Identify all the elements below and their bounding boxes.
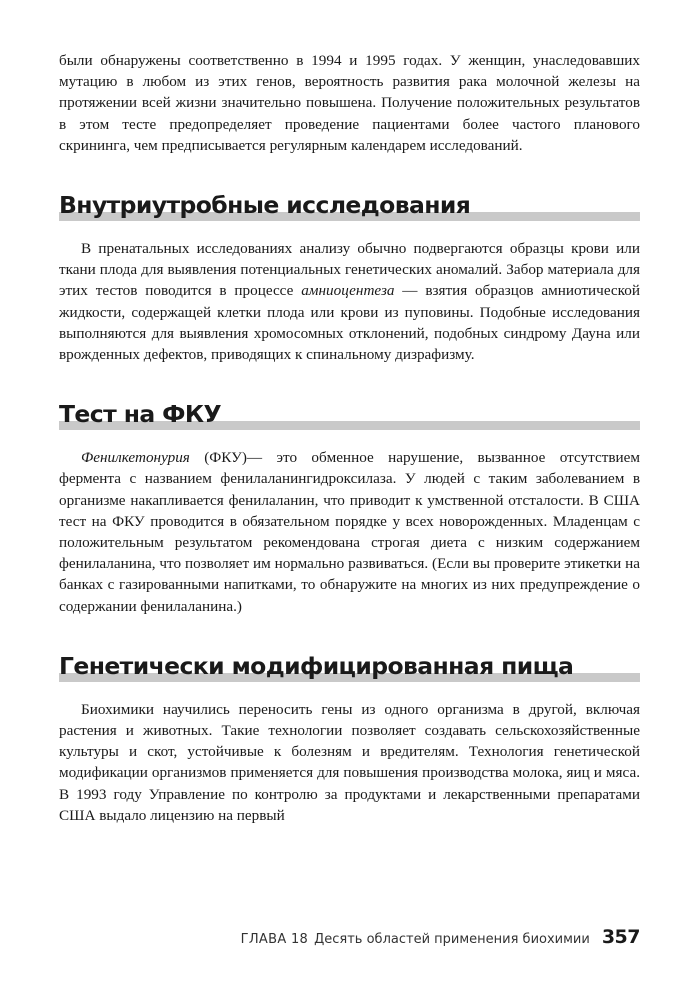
paragraph-pku-text: (ФКУ)— это обменное нарушение, вызванное отсутствием фермента с названием фенилаланингидроксилаза. У людей с таким заболеванием в организме накапливается фенилаланин, что приводит к умственной отсталости. В США тест на ФКУ проводится в обязательном порядке у всех новорожденных. Младенцам с положительным результатом рекомендована строгая диета с низким содержанием фенилаланина, что позволяет им нормально развиваться. (Если вы проверите этикетки на банках с газированными напитками, то обнаружите на многих из них предупреждение о содержании фенилаланина.) xyxy=(59,449,640,615)
paragraph-prenatal xyxy=(59,238,640,365)
page-number: 357 xyxy=(601,926,640,948)
term-phenylketonuria: Фенилкетонурия xyxy=(81,449,190,467)
paragraph-gmo: Биохимики научились переносить гены из одного организма в другой, включая растения и животных. Такие технологии позволяет создавать сельскохозяйственные культуры и скот, устойчивые к болезням и вредителям. Технология генетической модификации организмов применяется для повышения производства молока, яиц и мяса. В 1993 году Управление по контролю за продуктами и лекарственными препаратами США выдало лицензию на первый xyxy=(59,700,640,824)
section-heading-gmo xyxy=(59,650,640,682)
intro-paragraph: были обнаружены соответственно в 1994 и 1995 годах. У женщин, унаследовавших мутацию в любом из этих генов, вероятность развития рака молочной железы на протяжении всей жизни значительно повышена. Получение положительных результатов в этом тесте предопределяет проведение пациентами более частого планового скрининга, чем предписывается регулярным календарем исследований. xyxy=(59,52,640,154)
section-heading-pku xyxy=(59,398,640,430)
section-heading-prenatal xyxy=(59,189,640,221)
paragraph-pku xyxy=(59,447,640,617)
page-footer xyxy=(241,926,640,948)
footer-chapter-title: Десять областей применения биохимии xyxy=(314,932,590,947)
section-title-prenatal: Внутриутробные исследования xyxy=(59,191,471,220)
footer-chapter-label: ГЛАВА 18 xyxy=(240,932,309,947)
section-title-pku: Тест на ФКУ xyxy=(59,400,222,429)
page-body xyxy=(59,50,640,826)
paragraph-prenatal-text-2: — взятия образцов амниотической жидкости, содержащей клетки плода или крови из пуповины. Подобные исследования выполняются для выявления хромосомных отклонений, подобных синдрому Дауна или врожденных дефектов, приводящих к спинальному дизрафизму. xyxy=(59,282,641,364)
section-title-gmo: Генетически модифицированная пища xyxy=(59,651,574,680)
paragraph-prenatal-text-1: В пренатальных исследованиях анализу обычно подвергаются образцы крови или ткани плода для выявления потенциальных генетических аномалий. Забор материала для этих тестов поводится в процессе xyxy=(59,240,640,300)
term-amniocentesis: амниоцентеза xyxy=(301,282,395,300)
